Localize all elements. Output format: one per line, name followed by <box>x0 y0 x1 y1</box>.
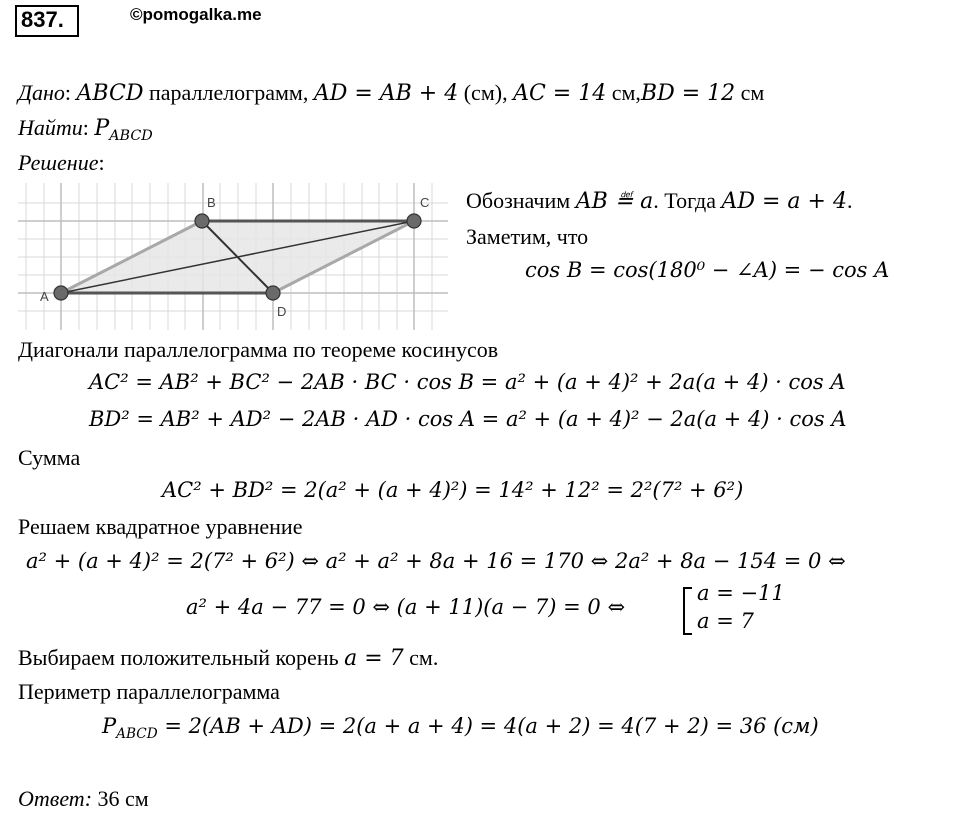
perim-sub: ABCD <box>116 725 158 742</box>
label-d: D <box>277 304 287 319</box>
given-text: см <box>735 80 765 105</box>
find-label: Найти <box>18 115 83 140</box>
solution-colon: : <box>98 150 105 175</box>
find-sub: ABCD <box>109 128 153 144</box>
diag-eq-2: BD² = AB² + AD² − 2AB · AD · cos A = a² + (a + 4)² − 2a(a + 4) · cos A <box>89 407 847 431</box>
quad-eq-2: a² + 4a − 77 = 0 ⇔ (a + 11)(a − 7) = 0 ⇔ <box>186 595 626 619</box>
given-formula-bd: BD = 12 <box>640 81 736 106</box>
quad-eq-1: a² + (a + 4)² = 2(7² + 6²) ⇔ a² + a² + 8a + 16 = 170 ⇔ 2a² + 8a − 154 = 0 ⇔ <box>26 549 846 573</box>
cos-relation <box>525 260 889 281</box>
vertex-c <box>407 214 421 228</box>
label-b: B <box>207 195 216 210</box>
answer-value: 36 см <box>92 786 149 811</box>
label-c: C <box>420 195 430 210</box>
perim-eq <box>102 716 819 741</box>
perim-formula: = 2(AB + AD) = 2(a + a + 4) = 4(a + 2) = 4(7 + 2) = 36 (см) <box>157 714 819 738</box>
side-line-2: Заметим, что <box>466 224 589 249</box>
sum-title: Сумма <box>18 445 81 470</box>
side-ad-formula: AD = a + 4 <box>721 189 847 214</box>
given-label: Дано <box>18 80 65 105</box>
side-text: Обозначим <box>466 188 576 213</box>
choose-formula: a = 7 <box>344 646 404 671</box>
cos-relation-formula: cos B = cos(180⁰ − ∠A) = − cos A <box>525 258 890 282</box>
given-text: см, <box>606 80 641 105</box>
given-text: параллелограмм, <box>143 80 314 105</box>
label-a: A <box>40 289 49 304</box>
vertex-a <box>54 286 68 300</box>
side-text: . <box>846 188 853 213</box>
answer-line <box>18 788 149 810</box>
diag-eq-1: AC² = AB² + BC² − 2AB · BC · cos B = a² + (a + 4)² + 2a(a + 4) · cos A <box>89 370 846 394</box>
vertex-d <box>266 286 280 300</box>
given-abcd: ABCD <box>76 81 144 106</box>
side-line-1 <box>466 190 852 213</box>
side-def-formula: AB ≝ a <box>575 189 654 214</box>
diag-title: Диагонали параллелограмма по теореме косинусов <box>18 337 499 362</box>
root-1: a = −11 <box>697 581 785 605</box>
problem-number: 837. <box>21 7 64 32</box>
vertex-b <box>195 214 209 228</box>
system-bracket <box>683 587 692 635</box>
perim-title: Периметр параллелограмма <box>18 679 280 704</box>
choose-line <box>18 647 438 670</box>
solution-label: Решение <box>18 150 99 175</box>
find-colon: : <box>82 115 95 140</box>
root-2: a = 7 <box>697 609 754 633</box>
choose-text: Выбираем положительный корень <box>18 645 345 670</box>
given-formula-ac: AC = 14 <box>513 81 607 106</box>
sum-eq: AC² + BD² = 2(a² + (a + 4)²) = 14² + 12² = 2²(7² + 6²) <box>162 478 744 502</box>
given-text: : <box>64 80 77 105</box>
perim-p: P <box>102 714 117 738</box>
given-text: (см), <box>458 80 514 105</box>
find-p: P <box>94 116 110 141</box>
side-text: . Тогда <box>653 188 722 213</box>
solution-line <box>18 152 105 174</box>
quad-title: Решаем квадратное уравнение <box>18 514 303 539</box>
given-line <box>18 82 764 105</box>
site-watermark: ©pomogalka.me <box>130 5 262 24</box>
find-line <box>18 117 153 143</box>
given-formula-ad: AD = AB + 4 <box>313 81 459 106</box>
answer-label: Ответ: <box>18 786 93 811</box>
choose-unit: см. <box>403 645 439 670</box>
parallelogram-figure <box>18 183 448 330</box>
